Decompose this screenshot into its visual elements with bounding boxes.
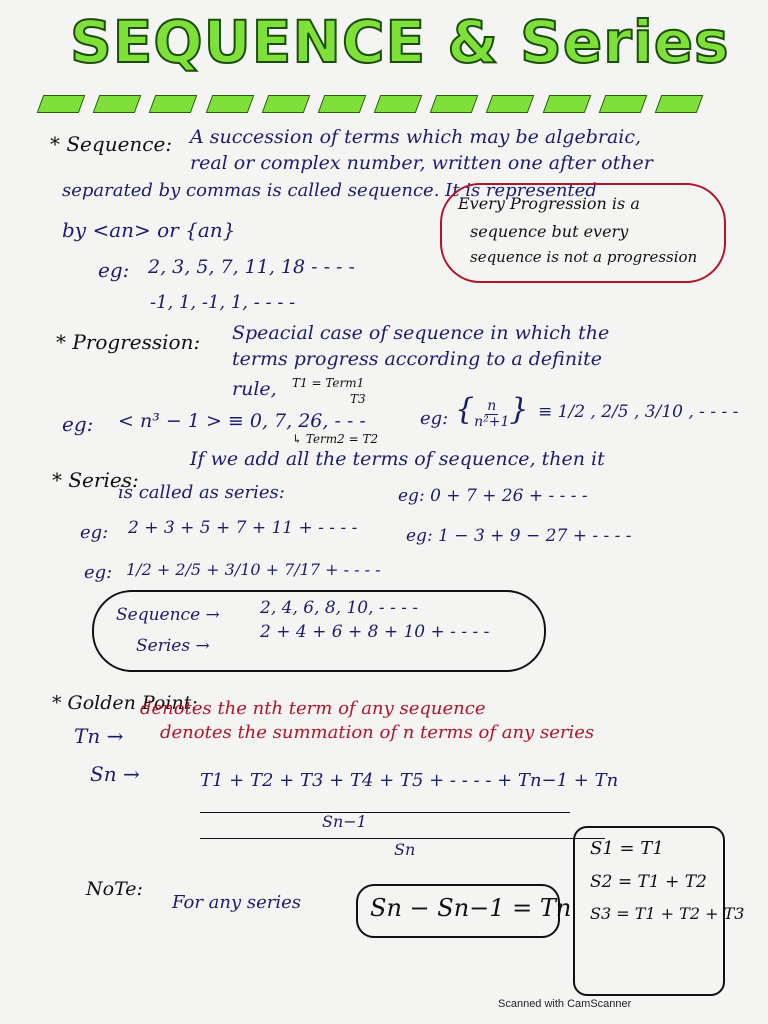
sequence-eg1: 2, 3, 5, 7, 11, 18 - - - - bbox=[148, 256, 355, 278]
sequence-line2: real or complex number, written one after other bbox=[190, 152, 653, 174]
scanner-footer: Scanned with CamScanner bbox=[498, 998, 632, 1010]
sequence-eg-label: eg: bbox=[98, 258, 130, 282]
progression-eg-label: eg: bbox=[62, 412, 94, 436]
compare-seq-label: Sequence → bbox=[116, 605, 220, 625]
note-line3: sequence is not a progression bbox=[470, 248, 698, 266]
compare-ser: 2 + 4 + 6 + 8 + 10 + - - - - bbox=[260, 622, 490, 642]
sn1-brace bbox=[200, 812, 570, 813]
note-heading: NoTe: bbox=[86, 878, 143, 900]
progression-line2: terms progress according to a definite bbox=[232, 348, 603, 370]
note-text: For any series bbox=[172, 892, 302, 913]
progression-eg2-fraction: { $\frac{n}{\text{n²+1}}$ } bbox=[455, 392, 529, 430]
sn-label: Sn bbox=[394, 840, 416, 859]
series-eg1: 2 + 3 + 5 + 7 + 11 + - - - - bbox=[128, 518, 358, 538]
golden-heading: * Golden Point: bbox=[52, 692, 198, 714]
eg2-denominator: n²+1 bbox=[474, 414, 510, 430]
series-eg-label: eg: bbox=[80, 522, 109, 543]
note-formula: Sn − Sn−1 = Tn bbox=[370, 894, 572, 922]
t2-note: ↳ Term2 = T2 bbox=[292, 432, 379, 446]
sn1-label: Sn−1 bbox=[322, 812, 367, 831]
golden-tn-text: denotes the nth term of any sequence bbox=[140, 698, 486, 719]
series-eg4: 1/2 + 2/5 + 3/10 + 7/17 + - - - - bbox=[126, 560, 381, 579]
sequence-eg2: -1, 1, -1, 1, - - - - bbox=[150, 292, 296, 313]
compare-ser-label: Series → bbox=[136, 636, 210, 656]
progression-eg1: < n³ − 1 > ≡ 0, 7, 26, - - - bbox=[118, 410, 366, 432]
series-line1: If we add all the terms of sequence, then it bbox=[190, 448, 605, 470]
note-line1: Every Progression is a bbox=[458, 194, 640, 213]
series-eg4-label: eg: bbox=[84, 562, 113, 583]
series-line2: is called as series: bbox=[118, 482, 285, 503]
note-line2: sequence but every bbox=[470, 222, 629, 241]
progression-line1: Speacial case of sequence in which the bbox=[232, 322, 610, 344]
progression-eg2-terms: ≡ 1/2 , 2/5 , 3/10 , - - - - bbox=[538, 402, 739, 422]
series-heading: * Series: bbox=[52, 468, 139, 492]
note-box3: S3 = T1 + T2 + T3 bbox=[590, 904, 745, 923]
golden-sn-text: denotes the summation of n terms of any series bbox=[160, 722, 595, 743]
t1-note: T1 = Term1 bbox=[292, 376, 365, 390]
golden-tn-label: Tn → bbox=[74, 724, 124, 748]
progression-heading: * Progression: bbox=[56, 330, 201, 354]
t3-note: T3 bbox=[350, 392, 366, 406]
eg2-numerator: n bbox=[487, 398, 497, 414]
golden-sn-label: Sn → bbox=[90, 762, 140, 786]
sequence-line3: separated by commas is called sequence. It is represented bbox=[62, 180, 597, 201]
progression-eg2-label: eg: bbox=[420, 408, 449, 429]
title-divider bbox=[40, 95, 700, 113]
page-title: SEQUENCE & Series bbox=[70, 8, 730, 76]
series-eg3: eg: 1 − 3 + 9 − 27 + - - - - bbox=[406, 526, 632, 546]
golden-expansion: T1 + T2 + T3 + T4 + T5 + - - - - + Tn−1 + Tn bbox=[200, 770, 619, 791]
sequence-line4: by <an> or {an} bbox=[62, 218, 236, 242]
compare-seq: 2, 4, 6, 8, 10, - - - - bbox=[260, 598, 419, 618]
note-box1: S1 = T1 bbox=[590, 838, 664, 859]
sequence-heading: * Sequence: bbox=[50, 132, 173, 156]
note-box2: S2 = T1 + T2 bbox=[590, 872, 707, 892]
sn-brace bbox=[200, 838, 605, 839]
series-eg2: eg: 0 + 7 + 26 + - - - - bbox=[398, 486, 588, 506]
sequence-line1: A succession of terms which may be algebraic, bbox=[190, 126, 642, 148]
progression-line3: rule, bbox=[232, 378, 277, 400]
